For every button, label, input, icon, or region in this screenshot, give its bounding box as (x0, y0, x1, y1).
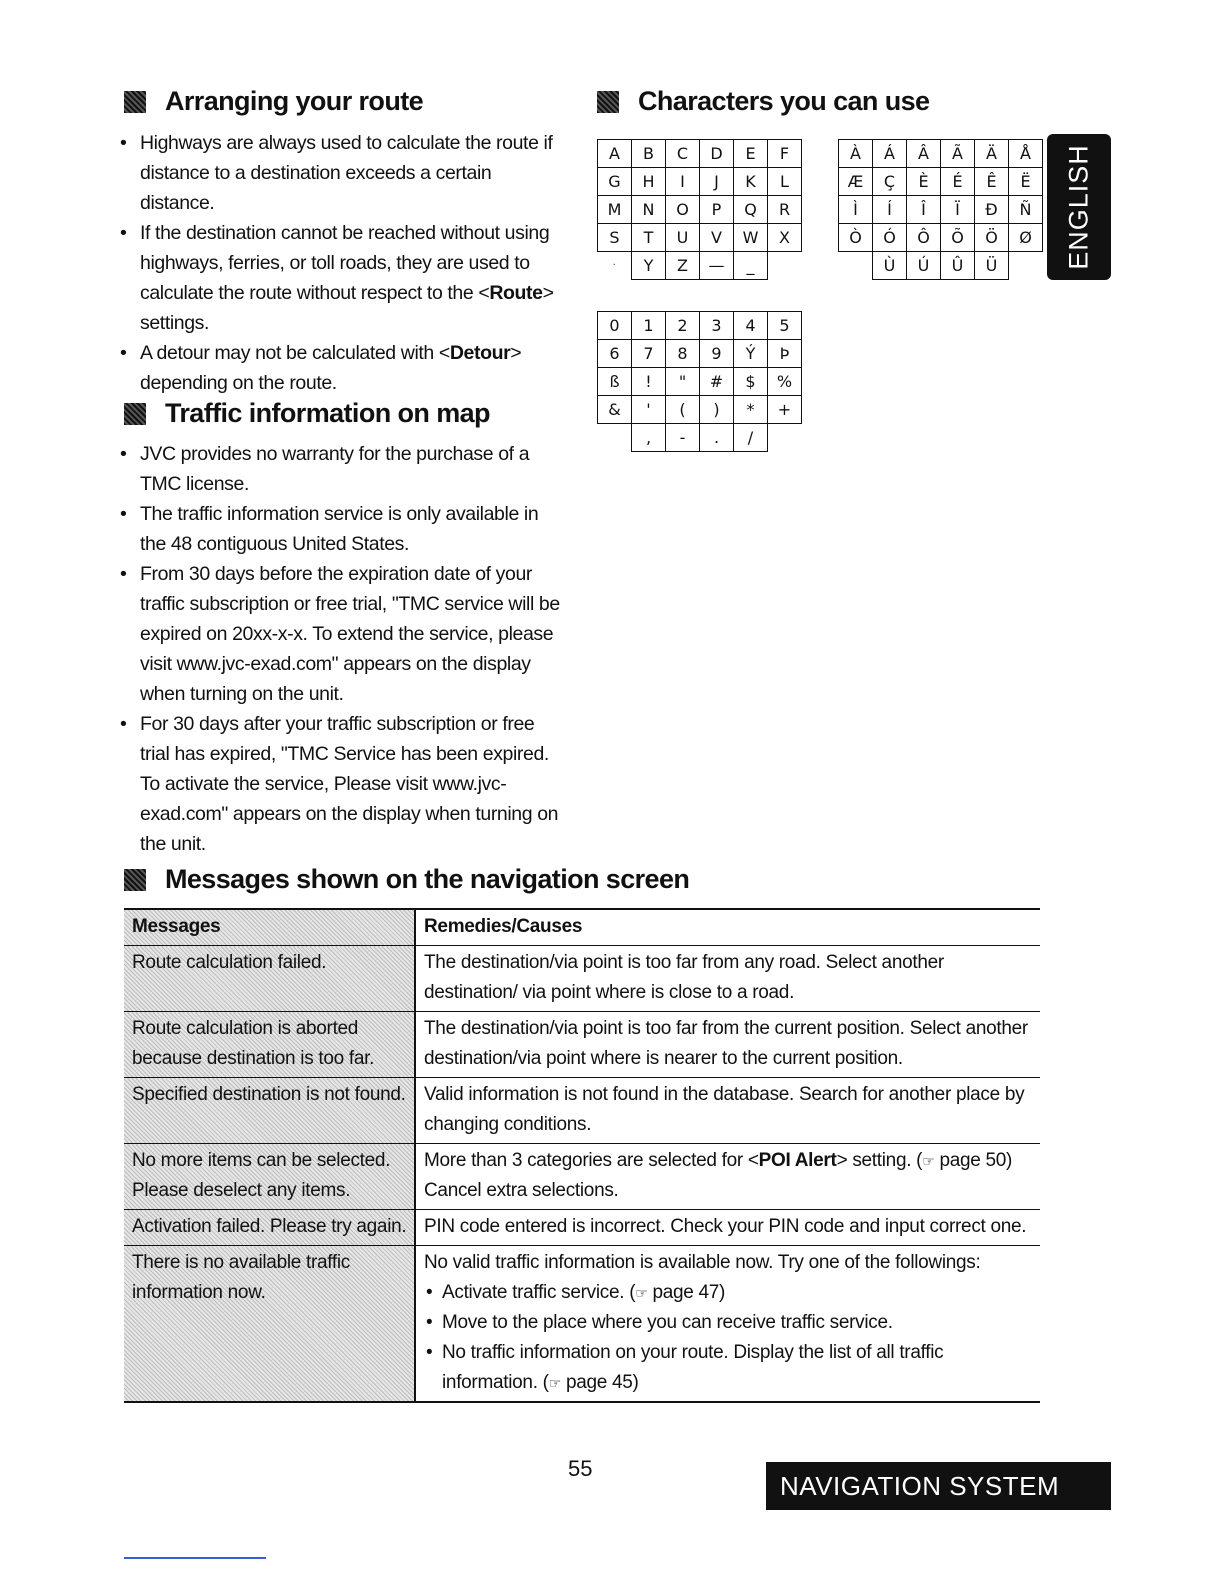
char-cell: 2 (666, 312, 700, 340)
char-cell: Í (873, 196, 907, 224)
grid-blank (598, 424, 632, 452)
char-cell: O (666, 196, 700, 224)
char-cell: 7 (632, 340, 666, 368)
char-cell: Û (941, 252, 975, 280)
grid-row (598, 340, 802, 368)
char-cell: · (612, 260, 616, 272)
char-cell: $ (734, 368, 768, 396)
remedy-cell: PIN code entered is incorrect. Check your PIN code and input correct one. (415, 1210, 1040, 1246)
grid-row (598, 224, 802, 252)
grid-blank (1009, 252, 1043, 280)
char-cell: U (666, 224, 700, 252)
char-cell: % (768, 368, 802, 396)
char-cell: N (632, 196, 666, 224)
section-square-icon (597, 91, 619, 113)
char-cell: 8 (666, 340, 700, 368)
grid-row (598, 312, 802, 340)
page-reference-icon: ☞ (635, 1285, 648, 1301)
list-item: • No traffic information on your route. Display the list of all traffic information. (☞ page 45) (424, 1338, 1034, 1398)
char-cell: Q (734, 196, 768, 224)
grid-row (598, 424, 802, 452)
grid-row (598, 252, 802, 280)
char-cell: M (598, 196, 632, 224)
char-cell: Ú (907, 252, 941, 280)
char-cell: E (734, 140, 768, 168)
char-cell: T (632, 224, 666, 252)
list-item: • JVC provides no warranty for the purchase of a TMC license. (120, 439, 560, 499)
remedy-list (424, 1278, 1034, 1398)
char-cell: À (839, 140, 873, 168)
char-cell: K (734, 168, 768, 196)
char-cell: F (768, 140, 802, 168)
char-cell: Đ (975, 196, 1009, 224)
list-item: • If the destination cannot be reached without using highways, ferries, or toll roads, they are used to calculate the route without respect to the <Route> settings. (120, 218, 560, 338)
grid-row (839, 140, 1043, 168)
char-cell: Ê (975, 168, 1009, 196)
grid-row (839, 252, 1043, 280)
grid-row (598, 396, 802, 424)
char-cell: 1 (632, 312, 666, 340)
table-row (124, 1246, 1040, 1403)
message-cell: Activation failed. Please try again. (124, 1210, 415, 1246)
column-header-remedies: Remedies/Causes (415, 909, 1040, 946)
char-cell: Æ (839, 168, 873, 196)
char-cell: Ò (839, 224, 873, 252)
char-cell: . (700, 424, 734, 452)
char-cell: B (632, 140, 666, 168)
remedy-cell: More than 3 categories are selected for <POI Alert> setting. (☞ page 50) Cancel extra selections. (415, 1144, 1040, 1210)
char-cell: Y (632, 252, 666, 280)
char-cell: ' (632, 396, 666, 424)
char-cell: Õ (941, 224, 975, 252)
section-square-icon (124, 91, 146, 113)
char-cell: È (907, 168, 941, 196)
message-cell: Specified destination is not found. (124, 1078, 415, 1144)
letters-grid (597, 139, 802, 280)
table-row (124, 946, 1040, 1012)
char-cell: Ó (873, 224, 907, 252)
section-title-messages: Messages shown on the navigation screen (124, 864, 689, 895)
table-row (124, 1078, 1040, 1144)
list-item: • Activate traffic service. (☞ page 47) (424, 1278, 1034, 1308)
char-cell: Ë (1009, 168, 1043, 196)
char-cell: - (666, 424, 700, 452)
grid-blank (768, 424, 802, 452)
list-item: • The traffic information service is only available in the 48 contiguous United States. (120, 499, 560, 559)
message-cell: There is no available traffic information now. (124, 1246, 415, 1403)
char-cell: ( (666, 396, 700, 424)
page-reference-icon: ☞ (922, 1153, 935, 1169)
char-cell: 9 (700, 340, 734, 368)
section-square-icon (124, 403, 146, 425)
table-row (124, 1012, 1040, 1078)
char-cell: I (666, 168, 700, 196)
char-cell: 4 (734, 312, 768, 340)
table-header-row (124, 909, 1040, 946)
arranging-bullets (120, 128, 560, 398)
section-title-arranging: Arranging your route (124, 86, 423, 117)
char-cell: / (734, 424, 768, 452)
section-title-traffic: Traffic information on map (124, 398, 490, 429)
char-cell: G (598, 168, 632, 196)
grid-row (598, 168, 802, 196)
remedy-cell: The destination/via point is too far from the current position. Select another destination/via point where is nearer to the current position. (415, 1012, 1040, 1078)
char-cell: & (598, 396, 632, 424)
column-header-messages: Messages (124, 909, 415, 946)
char-cell: Î (907, 196, 941, 224)
message-cell: Route calculation failed. (124, 946, 415, 1012)
char-cell: Ì (839, 196, 873, 224)
grid-row (839, 168, 1043, 196)
char-cell: ! (632, 368, 666, 396)
message-cell: No more items can be selected. Please deselect any items. (124, 1144, 415, 1210)
char-cell: _ (734, 252, 768, 280)
footer-banner: NAVIGATION SYSTEM (766, 1462, 1111, 1510)
grid-row (598, 140, 802, 168)
accented-grid (838, 139, 1043, 280)
numbers-grid (597, 311, 802, 452)
char-cell: Z (666, 252, 700, 280)
char-cell: Þ (768, 340, 802, 368)
char-cell: C (666, 140, 700, 168)
remedy-cell: The destination/via point is too far from any road. Select another destination/ via point where is close to a road. (415, 946, 1040, 1012)
char-cell: V (700, 224, 734, 252)
char-cell: H (632, 168, 666, 196)
table-row (124, 1210, 1040, 1246)
char-cell: " (666, 368, 700, 396)
footer-divider (124, 1557, 266, 1559)
char-cell: S (598, 224, 632, 252)
char-cell: + (768, 396, 802, 424)
grid-blank (839, 252, 873, 280)
char-cell: Å (1009, 140, 1043, 168)
char-cell: 6 (598, 340, 632, 368)
char-cell: R (768, 196, 802, 224)
page-number: 55 (568, 1456, 593, 1481)
list-item: • A detour may not be calculated with <Detour> depending on the route. (120, 338, 560, 398)
char-cell: J (700, 168, 734, 196)
table-row (124, 1144, 1040, 1210)
char-cell: Ø (1009, 224, 1043, 252)
char-cell: A (598, 140, 632, 168)
char-cell: W (734, 224, 768, 252)
char-cell: * (734, 396, 768, 424)
grid-blank (768, 252, 802, 280)
grid-row (598, 196, 802, 224)
char-cell: ) (700, 396, 734, 424)
char-cell: , (632, 424, 666, 452)
grid-row (598, 368, 802, 396)
page-reference-icon: ☞ (548, 1375, 561, 1391)
char-cell: P (700, 196, 734, 224)
char-cell: Ü (975, 252, 1009, 280)
char-cell: L (768, 168, 802, 196)
char-cell: 5 (768, 312, 802, 340)
char-cell: Ñ (1009, 196, 1043, 224)
traffic-bullets (120, 439, 560, 859)
section-title-characters: Characters you can use (597, 86, 929, 117)
message-cell: Route calculation is aborted because destination is too far. (124, 1012, 415, 1078)
list-item: • Highways are always used to calculate the route if distance to a destination exceeds a certain distance. (120, 128, 560, 218)
char-cell: Ï (941, 196, 975, 224)
language-tab: ENGLISH (1047, 134, 1111, 280)
char-cell: Â (907, 140, 941, 168)
char-cell: D (700, 140, 734, 168)
list-item: • Move to the place where you can receive traffic service. (424, 1308, 1034, 1338)
list-item: • From 30 days before the expiration date of your traffic subscription or free trial, "TMC service will be expired on 20xx-x-x. To extend the service, please visit www.jvc-exad.com" appears on the display when turning on the unit. (120, 559, 560, 709)
char-cell: Ý (734, 340, 768, 368)
char-cell: Á (873, 140, 907, 168)
remedy-cell: No valid traffic information is available now. Try one of the followings: • Activate traffic service. (☞ page 47) • Move to the place where you can receive traffic service. • No traffic information on your route. Display the list of all traffic information. (☞ page 45) (415, 1246, 1040, 1403)
char-cell: ß (598, 368, 632, 396)
char-cell: Ã (941, 140, 975, 168)
char-cell: 3 (700, 312, 734, 340)
char-cell: Ù (873, 252, 907, 280)
list-item: • For 30 days after your traffic subscription or free trial has expired, "TMC Service has been expired. To activate the service, Please visit www.jvc-exad.com" appears on the display when turning on the unit. (120, 709, 560, 859)
char-cell: 0 (598, 312, 632, 340)
char-cell: — (700, 252, 734, 280)
char-cell: # (700, 368, 734, 396)
grid-row (839, 224, 1043, 252)
char-cell: X (768, 224, 802, 252)
messages-table (124, 908, 1040, 1403)
char-cell: Ç (873, 168, 907, 196)
section-square-icon (124, 869, 146, 891)
char-cell: Ö (975, 224, 1009, 252)
char-cell: Ä (975, 140, 1009, 168)
remedy-cell: Valid information is not found in the database. Search for another place by changing conditions. (415, 1078, 1040, 1144)
grid-row (839, 196, 1043, 224)
char-cell: Ô (907, 224, 941, 252)
char-cell: É (941, 168, 975, 196)
